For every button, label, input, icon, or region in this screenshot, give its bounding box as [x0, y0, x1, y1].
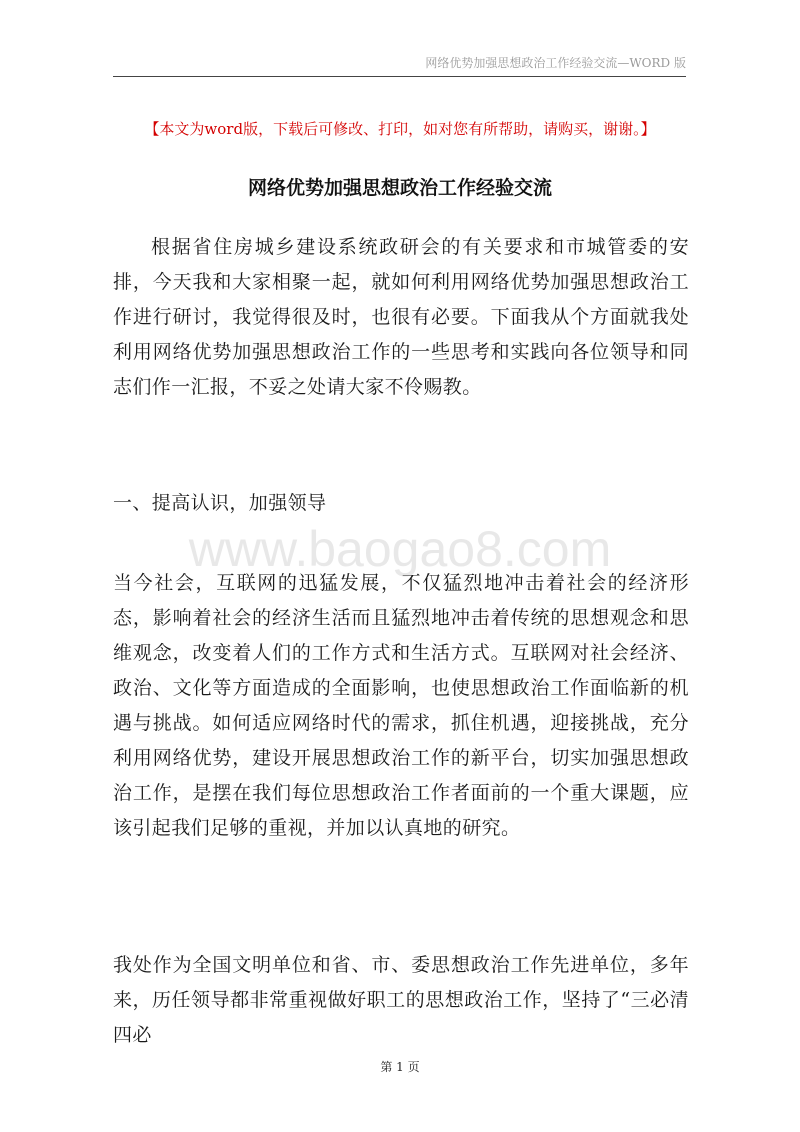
- document-title: 网络优势加强思想政治工作经验交流: [247, 177, 552, 199]
- page-number: 第 1 页: [380, 1060, 420, 1074]
- paragraph-intro: 根据省住房城乡建设系统政研会的有关要求和市城管委的安排，今天我和大家相聚一起，就如何利用网络优势加强思想政治工作进行研讨，我觉得很及时，也很有必要。下面我从个方面就我处利用网络优势加强思想政治工作的一些思考和实践向各位领导和同志们作一汇报，不妥之处请大家不伶赐教。: [113, 236, 689, 398]
- section-heading: 一、提高认识，加强领导: [113, 492, 327, 514]
- paragraph-body: 当今社会，互联网的迅猛发展，不仅猛烈地冲击着社会的经济形态，影响着社会的经济生活而且猛烈地冲击着传统的思想观念和思维观念，改变着人们的工作方式和生活方式。互联网对社会经济、政治、文化等方面造成的全面影响，也使思想政治工作面临新的机遇与挑战。如何适应网络时代的需求，抓住机遇，迎接挑战，充分利用网络优势，建设开展思想政治工作的新平台，切实加强思想政治工作，是摆在我们每位思想政治工作者面前的一个重大课题，应该引起我们足够的重视，并加以认真地的研究。: [113, 572, 689, 839]
- download-notice: 【本文为word版，下载后可修改、打印，如对您有所帮助，请购买，谢谢。】: [144, 120, 656, 138]
- header-title: 网络优势加强思想政治工作经验交流—WORD 版: [425, 56, 686, 70]
- page-header: [113, 52, 686, 77]
- watermark: www.baogao8.com: [188, 521, 612, 577]
- paragraph-continued: 我处作为全国文明单位和省、市、委思想政治工作先进单位，多年来，历任领导都非常重视做好职工的思想政治工作，坚持了“三必清四必: [113, 954, 689, 1046]
